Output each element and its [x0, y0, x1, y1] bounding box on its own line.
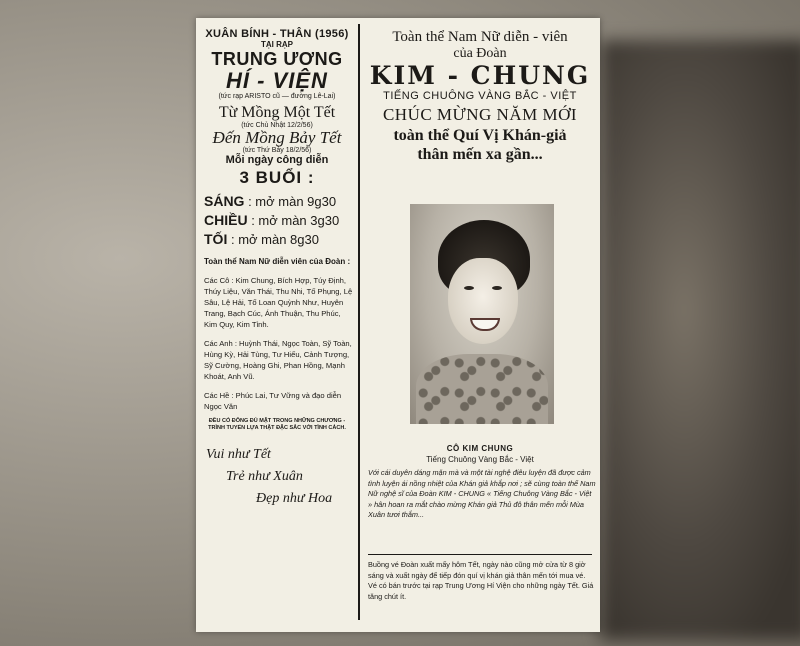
theatre-name-line1: TRUNG ƯƠNG: [211, 49, 343, 69]
from-note: (tức Chủ Nhật 12/2/56): [241, 122, 313, 129]
at-theatre: TẠI RẠP: [261, 40, 293, 49]
portrait-photo: [410, 204, 554, 424]
slogan: Trẻ như Xuân: [226, 469, 303, 484]
cast-men: Các Anh : Huỳnh Thái, Ngọc Toàn, Sỹ Toàn, Hùng Kỳ, Hải Tùng, Tư Hiếu, Cảnh Tượng, Sỹ Cường, Hoàng Ghi, Phan Hồng, Mạnh Khoát, Anh Vũ.: [204, 339, 352, 381]
year-line: XUÂN BÍNH - THÂN (1956): [205, 28, 349, 40]
schedule-row: [204, 192, 354, 211]
theatre-name-line2: HÍ - VIỆN: [226, 68, 328, 93]
slogan: Đẹp như Hoa: [256, 491, 333, 506]
newspaper-clipping: [196, 18, 600, 632]
photo-caption: [364, 444, 596, 464]
troupe-heading: Toàn thể Nam Nữ diễn viên của Đoàn :: [204, 257, 351, 266]
schedule-label: CHIỀU: [204, 212, 248, 228]
separator-rule: [368, 554, 592, 555]
greeting: Toàn thể Nam Nữ diễn - viên: [392, 29, 568, 45]
to-note: (tức Thứ Bảy 18/2/56): [242, 147, 312, 154]
intro-paragraph: Với cái duyên dáng mặn mà và một tài nghệ điêu luyện đã được cảm tình luyện ái nồng nhiệt của Khán giả khắp nơi ; sẽ cùng toàn thể Nam Nữ nghệ sĩ của Đoàn KIM - CHUNG « Tiếng Chuông Vàng Bắc - Việt » hân hoan ra mắt chào mừng Khán giả Thủ đô thân mến mỗi Mùa Xuân tươi thắm...: [368, 468, 596, 519]
portrait-face: [448, 258, 518, 344]
slogan: Vui như Tết: [206, 447, 271, 462]
blurred-portrait: [600, 40, 800, 640]
schedule-label: SÁNG: [204, 193, 245, 209]
cast-comedians: Các Hề : Phúc Lai, Tư Vững và đạo diễn Ngọc Văn: [204, 391, 342, 411]
caption-name: CÔ KIM CHUNG: [446, 444, 514, 453]
show-count: 3 BUỔI :: [239, 168, 315, 187]
audience-line1: toàn thể Quí Vị Khán-giả: [393, 127, 567, 144]
theatre-note: (tức rạp ARISTO cũ — đường Lê-Lai): [218, 93, 336, 100]
troupe-subtitle: TIẾNG CHUÔNG VÀNG BẮC - VIỆT: [383, 90, 577, 102]
cast-women: Các Cô : Kim Chung, Bích Hợp, Túy Định, Thúy Liệu, Văn Thái, Thu Nhi, Tố Phụng, Lệ Sâu, Lệ Hải, Tố Loan Quỳnh Như, Huyên Trang, Bạch Cúc, Ánh Thuận, Thu Phúc, Kim Quy, Kim Tỉnh.: [204, 276, 353, 329]
schedule-row: [204, 230, 354, 249]
slogans: [200, 444, 354, 510]
ticket-paragraph: Buồng vé Đoàn xuất mấy hôm Tết, ngày nào cũng mở cửa từ 8 giờ sáng và xuất ngày để tiếp đón quí vị khán giả thân mến tới mua vé. Vé có bán trước tại rạp Trung Ương Hí Viện cho những ngày Tết. Giá tăng chút ít.: [368, 560, 594, 601]
daily-shows: Mỗi ngày công diễn: [225, 154, 329, 166]
schedule-time: : mở màn 9g30: [248, 194, 337, 209]
of-troupe: của Đoàn: [453, 46, 507, 61]
troupe-name: KIM - CHUNG: [369, 61, 591, 90]
left-column: [200, 24, 354, 510]
schedule-label: TỐI: [204, 231, 228, 247]
to-date: Đến Mồng Bảy Tết: [212, 128, 342, 147]
schedule-time: : mở màn 3g30: [251, 213, 340, 228]
portrait-eyes: [464, 286, 502, 292]
schedule-row: [204, 211, 354, 230]
schedule-time: : mở màn 8g30: [230, 232, 319, 247]
portrait-dress: [416, 354, 548, 424]
right-column: [364, 24, 596, 164]
from-date: Từ Mồng Một Tết: [218, 104, 336, 121]
schedule: [200, 192, 354, 249]
audience-line2: thân mến xa gần...: [417, 146, 543, 163]
caption-subtitle: Tiếng Chuông Vàng Bắc - Việt: [426, 455, 534, 464]
column-divider: [358, 24, 360, 620]
fine-print: ĐỀU CÓ ĐÔNG ĐỦ MẶT TRONG NHỮNG CHƯƠNG - TRÌNH TUYỂN LỰA THẬT ĐẶC SẮC VỚI TÌNH CẢCH.: [208, 418, 346, 431]
new-year-greeting: CHÚC MỪNG NĂM MỚI: [382, 105, 578, 124]
